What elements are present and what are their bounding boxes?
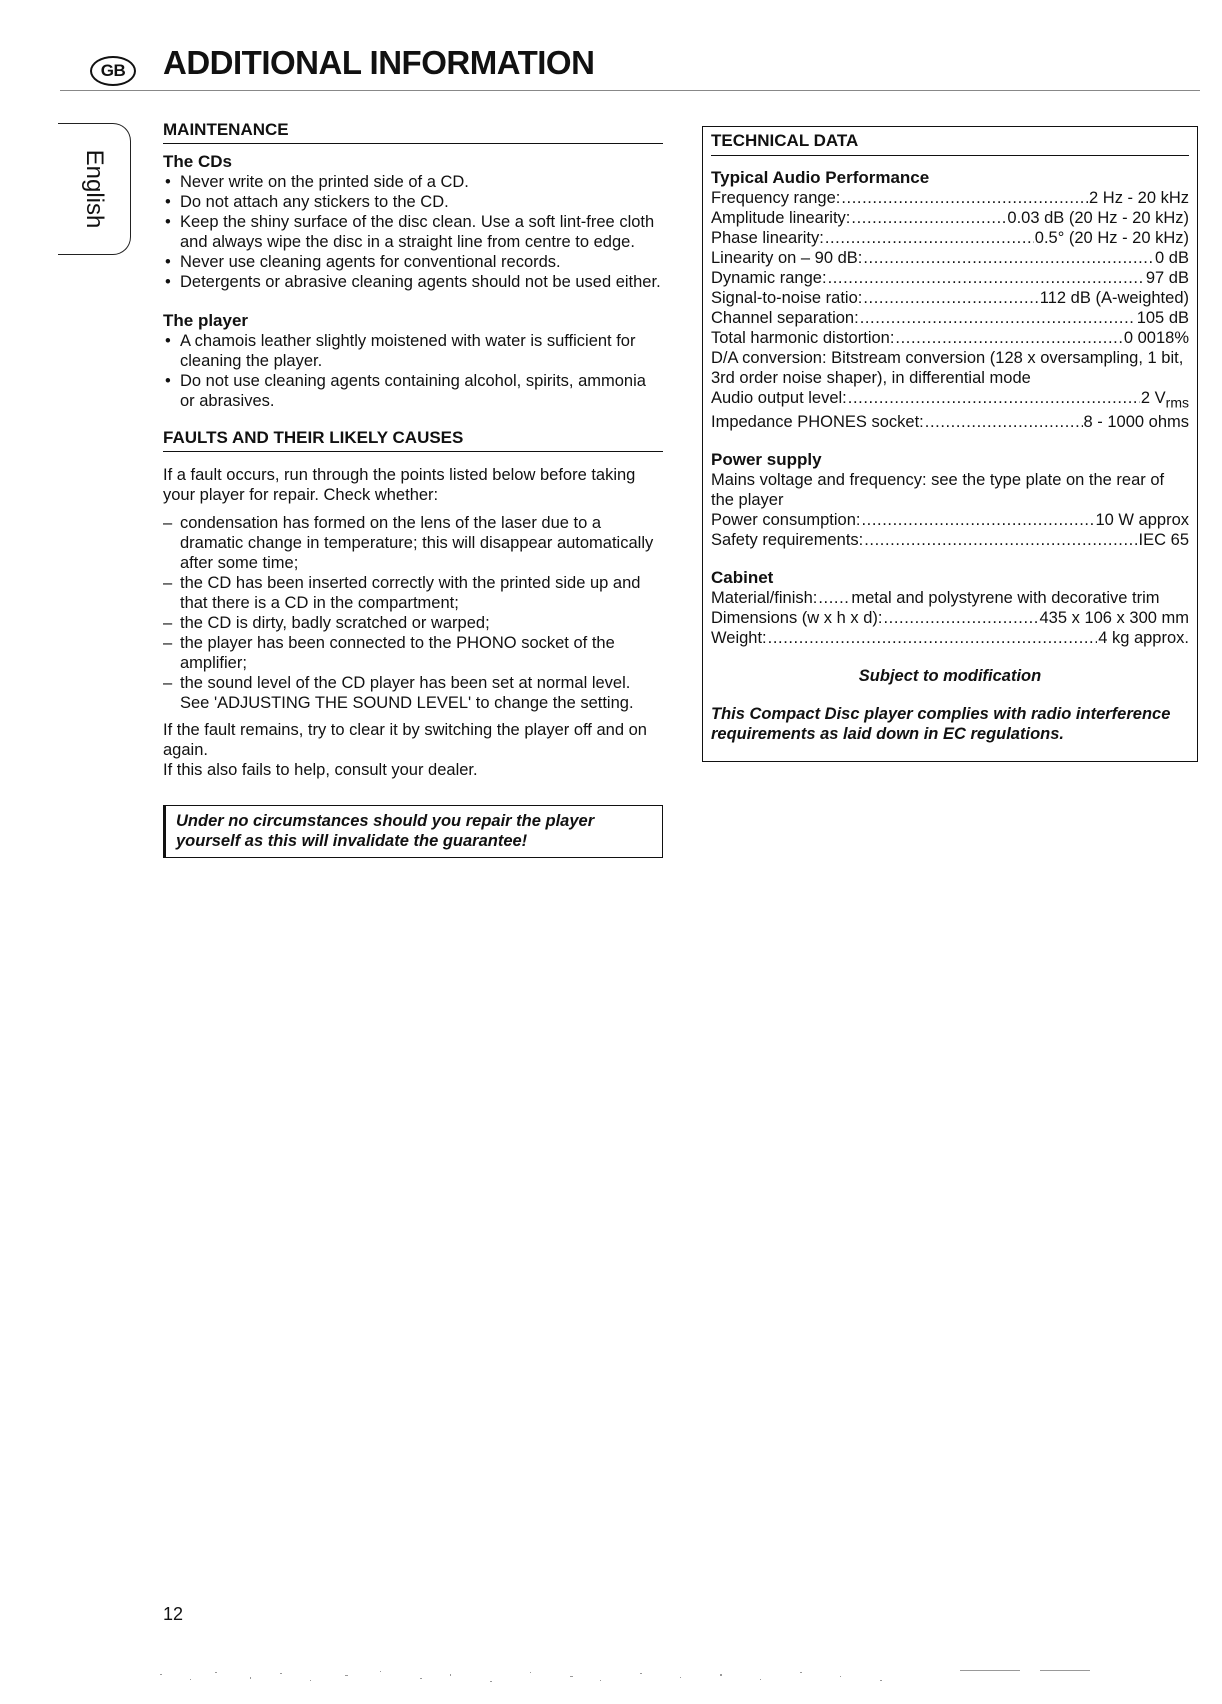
spec-label: Channel separation: — [711, 309, 859, 327]
spec-label: Impedance PHONES socket: — [711, 413, 924, 432]
list-item: – the sound level of the CD player has been set at normal level. See 'ADJUSTING THE SOUND LEVEL' to change the setting. — [163, 673, 663, 713]
language-tab — [58, 123, 131, 255]
spec-thd — [711, 328, 1189, 348]
audio-heading: Typical Audio Performance — [711, 168, 930, 187]
spec-frequency — [711, 188, 1189, 208]
spec-safety — [711, 530, 1189, 550]
warning-box: Under no circumstances should you repair the player yourself as this will invalidate the guarantee! — [163, 805, 663, 858]
spec-label: Amplitude linearity: — [711, 209, 851, 227]
spec-value: 112 dB (A-weighted) — [1039, 289, 1189, 307]
spec-amplitude — [711, 208, 1189, 228]
spec-value: IEC 65 — [1138, 531, 1189, 550]
output-unit: rms — [1165, 394, 1189, 411]
list-item: • Keep the shiny surface of the disc clean. Use a soft lint-free cloth and always wipe the disc in a straight line from centre to edge. — [163, 212, 663, 252]
spec-value: 105 dB — [1136, 309, 1189, 327]
list-item: – the CD is dirty, badly scratched or warped; — [163, 613, 663, 633]
list-item: – condensation has formed on the lens of the laser due to a dramatic change in temperature; this will disappear automatically after some time; — [163, 513, 663, 573]
cabinet-heading: Cabinet — [711, 568, 774, 588]
technical-data-box — [702, 126, 1198, 762]
spec-label: Frequency range: — [711, 189, 841, 207]
spec-da-conversion: D/A conversion: Bitstream conversion (128 x oversampling, 1 bit, 3rd order noise shaper), in differential mode — [711, 349, 1184, 387]
spec-label: Power consumption: — [711, 511, 861, 530]
subject-to-modification: Subject to modification — [858, 667, 1042, 686]
cds-list — [163, 172, 663, 292]
left-column — [163, 120, 663, 858]
spec-material — [711, 588, 1189, 608]
list-item: – the CD has been inserted correctly with the printed side up and that there is a CD in the compartment; — [163, 573, 663, 613]
spec-dynamic — [711, 268, 1189, 288]
spec-label: Weight: — [711, 629, 767, 648]
spec-label: Material/finish: — [711, 589, 818, 608]
spec-value: 0.5° (20 Hz - 20 kHz) — [1034, 229, 1189, 247]
faults-outro: If the fault remains, try to clear it by switching the player off and on again. — [163, 721, 647, 759]
spec-value — [1141, 388, 1189, 412]
spec-mains: Mains voltage and frequency: see the type plate on the rear of the player — [711, 471, 1165, 510]
spec-label: Linearity on – 90 dB: — [711, 249, 863, 267]
spec-value: 97 dB — [1145, 269, 1189, 287]
spec-value: 4 kg approx. — [1098, 629, 1189, 648]
spec-dimensions — [711, 608, 1189, 628]
title-rule — [60, 90, 1200, 91]
page-title: ADDITIONAL INFORMATION — [163, 44, 595, 81]
spec-value: 0 dB — [1155, 249, 1189, 267]
cds-heading: The CDs — [163, 152, 232, 171]
spec-value: 8 - 1000 ohms — [1083, 413, 1189, 432]
list-item: • Detergents or abrasive cleaning agents should not be used either. — [163, 272, 663, 292]
spec-label: Safety requirements: — [711, 531, 864, 550]
spec-label: Dynamic range: — [711, 269, 827, 287]
faults-intro: If a fault occurs, run through the points listed below before taking your player for repair. Check whether: — [163, 466, 636, 504]
output-value: 2 V — [1140, 389, 1166, 407]
spec-value: metal and polystyrene with decorative trim — [851, 589, 1160, 608]
list-item: • Never use cleaning agents for conventional records. — [163, 252, 663, 272]
spec-phase — [711, 228, 1189, 248]
spec-linearity — [711, 248, 1189, 268]
spec-value: 435 x 106 x 300 mm — [1039, 609, 1189, 628]
spec-separation — [711, 308, 1189, 328]
list-item: – the player has been connected to the PHONO socket of the amplifier; — [163, 633, 663, 673]
country-badge: GB — [90, 56, 136, 86]
language-tab-label: English — [81, 149, 108, 229]
spec-output — [711, 388, 1189, 412]
spec-label: Signal-to-noise ratio: — [711, 289, 863, 307]
list-item: • Never write on the printed side of a CD. — [163, 172, 663, 192]
technical-heading: TECHNICAL DATA — [711, 131, 1189, 156]
spec-snr — [711, 288, 1189, 308]
page-number: 12 — [163, 1604, 184, 1624]
faults-list — [163, 513, 663, 713]
power-heading: Power supply — [711, 450, 822, 470]
maintenance-heading: MAINTENANCE — [163, 120, 663, 144]
player-list — [163, 331, 663, 411]
spec-value: 0.03 dB (20 Hz - 20 kHz) — [1007, 209, 1189, 227]
spec-consumption — [711, 510, 1189, 530]
compliance-note: This Compact Disc player complies with radio interference requirements as laid down in EC regulations. — [711, 705, 1171, 744]
spec-weight — [711, 628, 1189, 648]
spec-value: 2 Hz - 20 kHz — [1089, 189, 1189, 207]
faults-heading: FAULTS AND THEIR LIKELY CAUSES — [163, 428, 663, 452]
faults-dealer: If this also fails to help, consult your dealer. — [163, 761, 478, 779]
spec-label: Dimensions (w x h x d): — [711, 609, 883, 628]
list-item: • A chamois leather slightly moistened with water is sufficient for cleaning the player. — [163, 331, 663, 371]
spec-value: 10 W approx — [1095, 511, 1189, 530]
spec-label: Phase linearity: — [711, 229, 824, 247]
spec-value: 0 0018% — [1123, 329, 1189, 347]
player-heading: The player — [163, 311, 249, 330]
list-item: • Do not attach any stickers to the CD. — [163, 192, 663, 212]
scan-noise-decoration — [120, 1668, 1200, 1688]
spec-label: Total harmonic distortion: — [711, 329, 895, 347]
spec-label: Audio output level: — [711, 389, 847, 407]
spec-impedance — [711, 412, 1189, 432]
list-item: • Do not use cleaning agents containing alcohol, spirits, ammonia or abrasives. — [163, 371, 663, 411]
